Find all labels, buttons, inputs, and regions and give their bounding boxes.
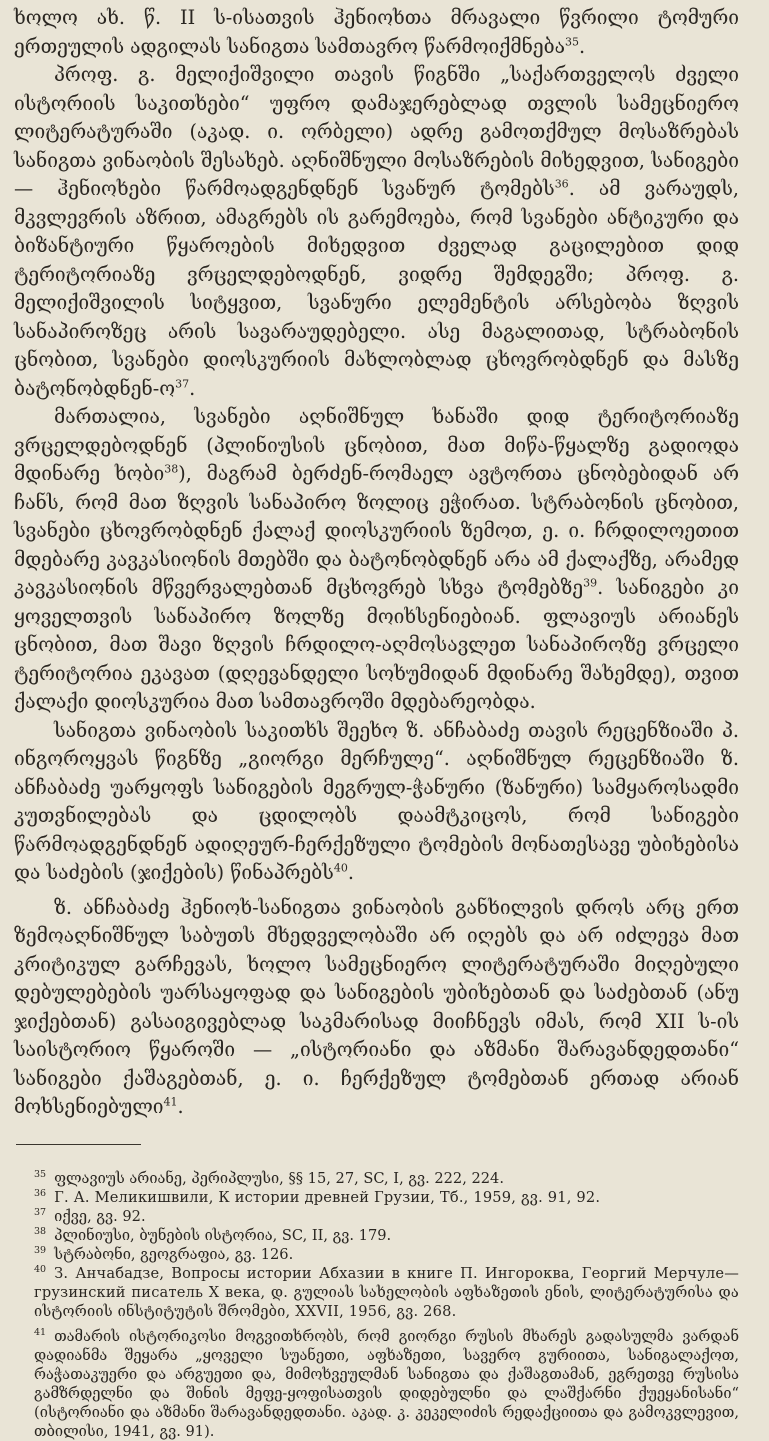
footnote-ref-41[interactable]: 41 [163,1095,178,1109]
footnote-40: $^{40}$ З. Анчабадзе, Вопросы истории Абхазии в книге П. Ингороква, Георгий Мерчуле—грузинский писатель X века, დ. გულიას სახელობის აფხაზეთის ენის, ლიტერატურისა და ისტორიის ინსტიტუტის შრომები, XXVII, 1956, გვ. 268. [34,1263,739,1320]
footnote-ref-40[interactable]: 40 [333,861,348,875]
footnote-ref-37[interactable]: 37 [175,377,190,391]
paragraph-3: მართალია, სვანები აღნიშნულ ხანაში დიდ ტერიტორიაზე ვრცელდებოდნენ (პლინიუსის ცნობით, მათ მიწა-წყალზე გადიოდა მდინარე ხობი$^{38}$), მაგრამ ბერძენ-რომაელ ავტორთა ცნობებიდან არ ჩანს, რომ მათ ზღვის სანაპირო ზოლიც ეჭირათ. სტრაბონის ცნობით, სვანები ცხოვრობდნენ ქალაქ დიოსკურიის ზემოთ, ე. ი. ჩრდილოეთით მდებარე კავკასიონის მთებში და ბატონობდნენ არა ამ ქალაქზე, არამედ კავკასიონის მწვერვალებთან მცხოვრებ სხვა ტომებზე$^{39}$. სანიგები კი ყოველთვის სანაპირო ზოლზე მოიხსენიებიან. ფლავიუს არიანეს ცნობით, მათ შავი ზღვის ჩრდილო-აღმოსავლეთ სანაპიროზე ვრცელი ტერიტორია ეკავათ (დღევანდელი სოხუმიდან მდინარე შახემდე), თვით ქალაქი დიოსკურია მათ სამთავროში მდებარეობდა. [14,405,739,713]
footnote-ref-36[interactable]: 36 [554,177,569,191]
footnote-36: $^{36}$ Г. А. Меликишвили, К истории древней Грузии, Тб., 1959, გვ. 91, 92. [34,1187,601,1206]
footnote-ref-35[interactable]: 35 [565,35,579,49]
paragraph-5: ზ. ანჩაბაძე ჰენიოხ-სანიგთა ვინაობის განხილვის დროს არც ერთ ზემოაღნიშნულ საბუთს მხედველობაში არ იღებს და არ იძლევა მათ კრიტიკულ გარჩევას, ხოლო სამეცნიერო ლიტერატურაში მიღებული დებულებების უარსაყოფად და სანიგების უბიხებთან და საძებთან (ანუ ჯიქებთან) გასაიგივებლად საკმარისად მიიჩნევს იმას, რომ XII ს-ის საისტორიო წყაროში — „ისტორიანი და აზმანი შარავანდედთანი“ სანიგები ქაშაგებთან, ე. ი. ჩერქეზულ ტომებთან ერთად არიან მოხსენიებული$^{41}$. [14,895,739,1118]
footnote-41: $^{41}$ თამარის ისტორიკოსი მოგვითხრობს, რომ გიორგი რუსის მხარეს გადასულმა ვარდან დადიანმა შეყარა „ყოველი სუანეთი, აფხაზეთი, სავერო გურიითა, სანიგალაქოთ, რაჭათაკუერი და არგუეთი და, მიმოხვეულმან სანიგთა და ქაშაგთამან, ეგრეთვე რუსისა გამზრდელნი და შინის მეფე-ყოფისათვის დიდებულნი და ლაშქარნი ქუეყანისანი“ (ისტორიანი და აზმანი შარავანდედთანი. აკად. კ. კეკელიძის რედაქციითა და გამოკვლევით, თბილისი, 1941, გვ. 91). [34,1326,739,1440]
footnote-ref-38[interactable]: 38 [164,462,179,476]
footnotes [14,1169,739,1441]
footnote-38: $^{38}$ პლინიუსი, ბუნების ისტორია, SC, II, გვ. 179. [34,1225,392,1244]
paragraph-1: ხოლო ახ. წ. II ს-ისათვის ჰენიოხთა მრავალი წვრილი ტომური ერთეულის ადგილას სანიგთა სამთავრო წარმოიქმნება$^{35}$. [14,6,739,58]
footnote-35: $^{35}$ ფლავიუს არიანე, პერიპლუსი, §§ 15, 27, SC, I, გვ. 222, 224. [34,1168,504,1187]
paragraph-2: პროფ. გ. მელიქიშვილი თავის წიგნში „საქართველოს ძველი ისტორიის საკითხები“ უფრო დამაჯერებლად თვლის სამეცნიერო ლიტერატურაში (აკად. ი. ორბელი) ადრე გამოთქმულ მოსაზრებას სანიგთა ვინაობის შესახებ. აღნიშნული მოსაზრების მიხედვით, სანიგები — ჰენიოხები წარმოადგენდნენ სვანურ ტომებს$^{36}$. ამ ვარაუდს, მკვლევრის აზრით, ამაგრებს ის გარემოება, რომ სვანები ანტიკური და ბიზანტიური წყაროების მიხედვით ძველად გაცილებით დიდ ტერიტორიაზე ვრცელდებოდნენ, ვიდრე შემდეგში; პროფ. გ. მელიქიშვილის სიტყვით, სვანური ელემენტის არსებობა ზღვის სანაპიროზეც არის სავარაუდებელი. ასე მაგალითად, სტრაბონის ცნობით, სვანები დიოსკურიის მახლობლად ცხოვრობდნენ და მასზე ბატონობდნენ-ო$^{37}$. [14,63,739,400]
footnote-divider [16,1144,141,1145]
footnote-ref-39[interactable]: 39 [583,576,598,590]
paragraph-4: სანიგთა ვინაობის საკითხს შეეხო ზ. ანჩაბაძე თავის რეცენზიაში პ. ინგოროყვას წიგნზე „გიორგი მერჩულე“. აღნიშნულ რეცენზიაში ზ. ანჩაბაძე უარყოფს სანიგების მეგრულ-ჭანური (ზანური) სამყაროსადმი კუთვნილებას და ცდილობს დაამტკიცოს, რომ სანიგები წარმოადგენდნენ ადიღეურ-ჩერქეზული ტომების მონათესავე უბიხებისა და საძების (ჯიქების) წინაპრებს$^{40}$. [14,718,739,884]
footnote-39: $^{39}$ სტრაბონი, გეოგრაფია, გვ. 126. [34,1244,294,1263]
main-text [14,4,739,1122]
footnote-37: $^{37}$ იქვე, გვ. 92. [34,1206,146,1225]
